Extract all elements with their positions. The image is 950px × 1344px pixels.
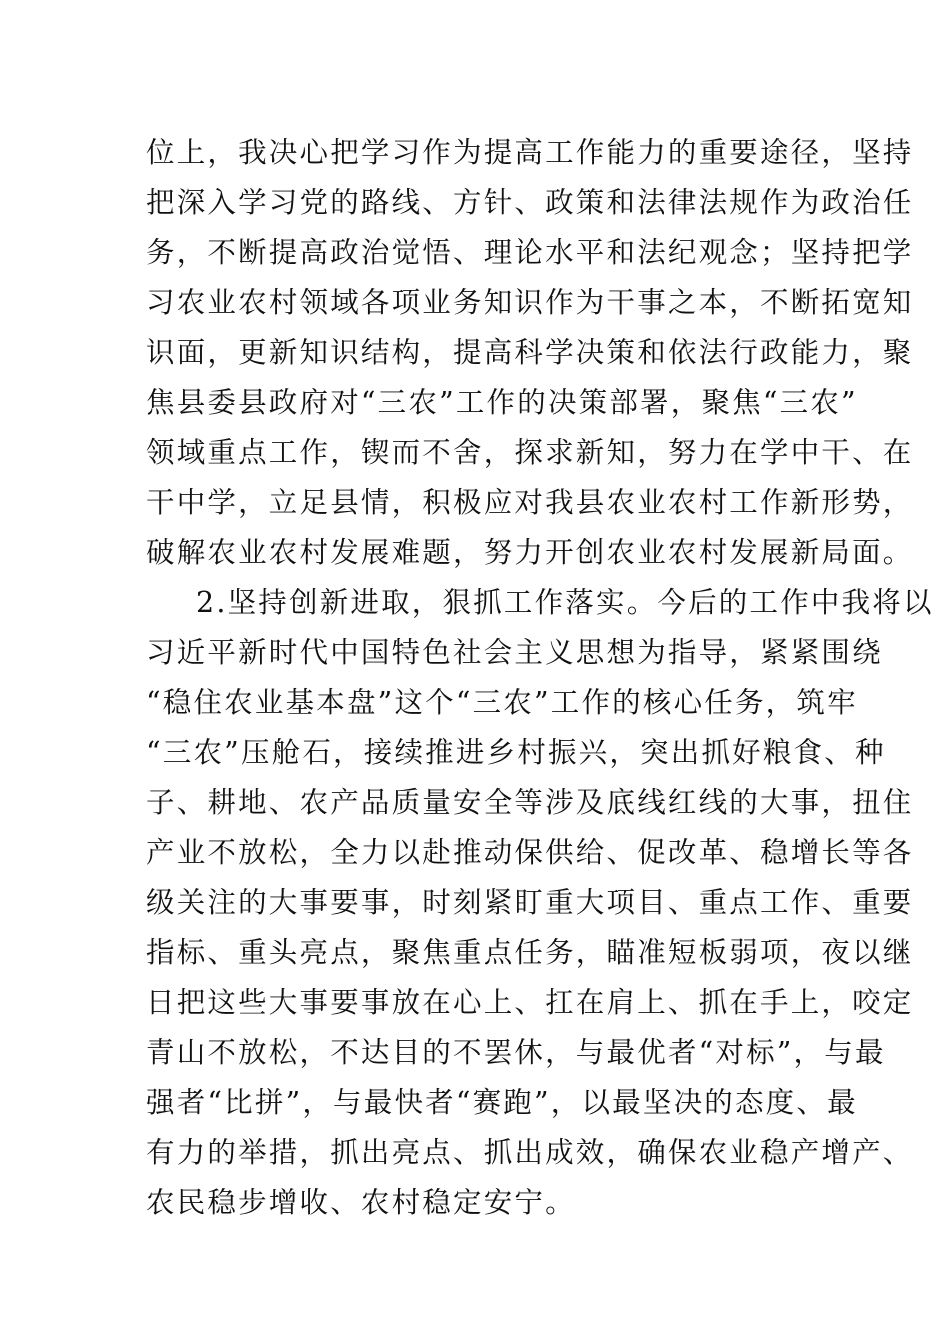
text-line: 有力的举措，抓出亮点、抓出成效，确保农业稳产增产、	[146, 1136, 914, 1169]
text-line: 务，不断提高政治觉悟、理论水平和法纪观念；坚持把学	[146, 236, 914, 269]
text-line: 农民稳步增收、农村稳定安宁。	[146, 1186, 576, 1219]
text-line: 子、耕地、农产品质量安全等涉及底线红线的大事，扭住	[146, 786, 914, 819]
text-line: 焦县委县政府对“三农”工作的决策部署，聚焦“三农”	[146, 386, 858, 419]
text-line: 领域重点工作，锲而不舍，探求新知，努力在学中干、在	[146, 436, 914, 469]
text-line: 日把这些大事要事放在心上、扛在肩上、抓在手上，咬定	[146, 986, 914, 1019]
text-line: 产业不放松，全力以赴推动保供给、促改革、稳增长等各	[146, 836, 914, 869]
text-line: 干中学，立足县情，积极应对我县农业农村工作新形势，	[146, 486, 914, 519]
text-line: 指标、重头亮点，聚焦重点任务，瞄准短板弱项，夜以继	[146, 936, 914, 969]
text-line: 识面，更新知识结构，提高科学决策和依法行政能力，聚	[146, 336, 914, 369]
text-line: “三农”压舱石，接续推进乡村振兴，突出抓好粮食、种	[146, 736, 886, 769]
text-line: 位上，我决心把学习作为提高工作能力的重要途径，坚持	[146, 136, 914, 169]
text-line: 习农业农村领域各项业务知识作为干事之本，不断拓宽知	[146, 286, 914, 319]
text-line: 把深入学习党的路线、方针、政策和法律法规作为政治任	[146, 186, 914, 219]
text-line: 习近平新时代中国特色社会主义思想为指导，紧紧围绕	[146, 636, 883, 669]
paragraph-heading-line: 2.坚持创新进取，狠抓工作落实。今后的工作中我将以	[196, 586, 934, 619]
text-line: 破解农业农村发展难题，努力开创农业农村发展新局面。	[146, 536, 914, 569]
text-line: 强者“比拼”，与最快者“赛跑”，以最坚决的态度、最	[146, 1086, 858, 1119]
text-line: 青山不放松，不达目的不罢休，与最优者“对标”，与最	[146, 1036, 886, 1069]
text-line: “稳住农业基本盘”这个“三农”工作的核心任务，筑牢	[146, 686, 858, 719]
text-line: 级关注的大事要事，时刻紧盯重大项目、重点工作、重要	[146, 886, 914, 919]
